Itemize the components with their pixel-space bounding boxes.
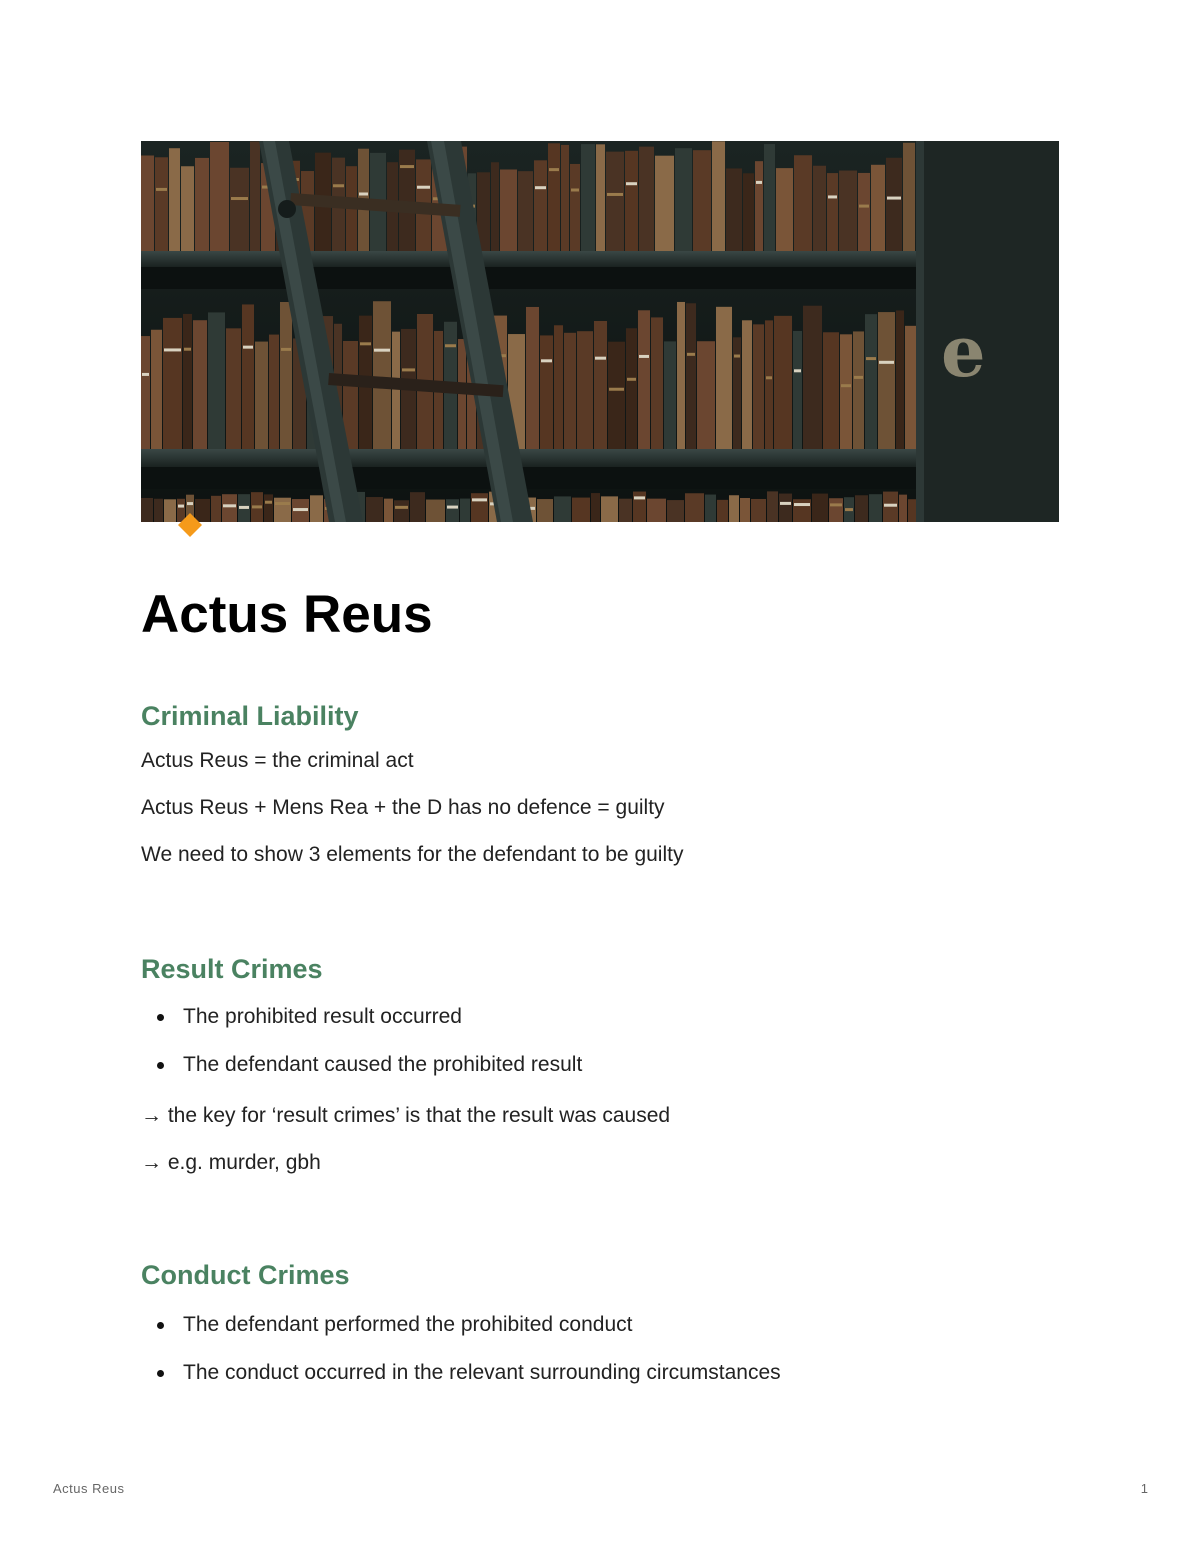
- cover-image: [141, 141, 1059, 522]
- book-label: [142, 373, 149, 376]
- bullet-icon: [157, 1322, 164, 1329]
- book-label: [854, 376, 863, 379]
- book-spine: [570, 164, 580, 251]
- book-spine: [594, 321, 607, 449]
- book-label: [447, 506, 458, 509]
- book-spine: [779, 494, 792, 522]
- book-spine: [869, 494, 882, 522]
- list-item-text: The prohibited result occurred: [183, 1005, 462, 1028]
- list-item-text: The defendant performed the prohibited conduct: [183, 1313, 633, 1336]
- book-label: [866, 357, 876, 360]
- book-spine: [619, 499, 632, 522]
- book-spine: [208, 312, 225, 449]
- book-label: [374, 349, 390, 352]
- book-spine: [392, 332, 400, 449]
- book-label: [223, 504, 236, 507]
- paragraph: We need to show 3 elements for the defendant to be guilty: [141, 843, 684, 866]
- book-label: [627, 378, 636, 381]
- book-spine: [280, 302, 292, 449]
- book-spine: [169, 148, 180, 251]
- book-label: [794, 369, 801, 372]
- book-spine: [446, 499, 459, 522]
- paragraph: Actus Reus + Mens Rea + the D has no defence = guilty: [141, 796, 665, 819]
- book-spine: [767, 491, 778, 522]
- book-spine: [141, 336, 150, 449]
- diamond-icon: [178, 513, 202, 537]
- book-label: [766, 376, 772, 379]
- book-spine: [740, 498, 750, 522]
- book-spine: [410, 492, 425, 522]
- book-spine: [151, 330, 162, 449]
- note-line: → e.g. murder, gbh: [141, 1151, 321, 1174]
- book-label: [639, 355, 649, 358]
- book-spine: [743, 173, 754, 251]
- book-label: [164, 348, 181, 351]
- book-spine: [394, 500, 409, 522]
- book-label: [794, 503, 810, 506]
- book-spine: [765, 320, 773, 449]
- book-spine: [755, 161, 763, 251]
- book-spine: [647, 499, 666, 522]
- book-spine: [686, 303, 696, 449]
- book-spine: [626, 328, 637, 449]
- book-label: [333, 184, 344, 187]
- book-spine: [491, 162, 499, 251]
- book-label: [445, 344, 456, 347]
- book-label: [535, 186, 546, 189]
- book-label: [734, 355, 740, 358]
- book-spine: [230, 168, 249, 251]
- book-spine: [274, 498, 291, 522]
- list-item: [141, 1311, 632, 1339]
- book-label: [359, 192, 368, 195]
- book-spine: [716, 307, 732, 449]
- book-label: [360, 342, 371, 345]
- bullet-icon: [157, 1370, 164, 1377]
- book-spine: [803, 306, 822, 449]
- book-spine: [373, 301, 391, 449]
- book-spine: [460, 499, 470, 522]
- book-spine: [222, 494, 237, 522]
- list-item-text: The defendant caused the prohibited result: [183, 1053, 583, 1076]
- book-label: [243, 346, 253, 349]
- book-spine: [141, 155, 154, 251]
- book-label: [252, 505, 262, 508]
- book-spine: [518, 171, 533, 251]
- list-item: [141, 1003, 462, 1031]
- book-spine: [577, 331, 593, 449]
- book-spine: [264, 494, 273, 522]
- book-spine: [712, 141, 725, 251]
- book-label: [156, 188, 167, 191]
- book-spine: [774, 316, 792, 449]
- book-spine: [823, 332, 839, 449]
- book-spine: [753, 324, 764, 449]
- book-spine: [693, 150, 711, 251]
- book-spine: [540, 335, 553, 449]
- book-spine: [675, 148, 692, 251]
- book-spine: [639, 147, 654, 251]
- book-spine: [813, 166, 826, 251]
- book-spine: [366, 497, 383, 522]
- book-label: [841, 384, 851, 387]
- heading-conduct-crimes: Conduct Crimes: [141, 1260, 350, 1290]
- book-spine: [733, 337, 741, 449]
- book-spine: [697, 341, 715, 449]
- heading-result-crimes: Result Crimes: [141, 954, 323, 984]
- book-spine: [886, 158, 902, 251]
- book-label: [541, 359, 552, 362]
- book-spine: [554, 325, 563, 449]
- book-label: [626, 182, 637, 185]
- list-item: [141, 1359, 781, 1387]
- book-label: [687, 353, 695, 356]
- book-spine: [742, 320, 752, 449]
- book-spine: [141, 498, 153, 522]
- book-label: [879, 361, 894, 364]
- book-label: [828, 195, 837, 198]
- book-spine: [638, 310, 650, 449]
- book-label: [845, 508, 853, 511]
- bullet-icon: [157, 1014, 164, 1021]
- book-spine: [827, 173, 838, 251]
- book-label: [178, 505, 184, 508]
- book-spine: [564, 333, 576, 449]
- book-label: [184, 348, 191, 351]
- book-spine: [776, 168, 793, 251]
- book-spine: [193, 320, 207, 449]
- book-label: [275, 502, 290, 505]
- book-label: [884, 504, 897, 507]
- book-spine: [793, 331, 802, 449]
- book-label: [571, 188, 579, 191]
- book-spine: [526, 307, 539, 449]
- book-spine: [310, 495, 323, 522]
- book-label: [395, 506, 408, 509]
- book-spine: [250, 141, 260, 251]
- book-label: [756, 181, 762, 184]
- book-label: [887, 197, 901, 200]
- book-spine: [655, 156, 674, 251]
- list-item: [141, 1051, 582, 1079]
- spine-letter: e: [941, 310, 986, 393]
- book-spine: [154, 499, 163, 522]
- book-spine: [899, 495, 907, 522]
- book-spine: [726, 168, 742, 251]
- footer-page-number: 1: [1140, 1481, 1148, 1496]
- book-label: [187, 502, 193, 505]
- paragraph: Actus Reus = the criminal act: [141, 749, 414, 772]
- book-spine: [581, 144, 595, 251]
- book-label: [859, 205, 869, 208]
- book-spine: [764, 144, 775, 251]
- book-spine: [226, 328, 241, 449]
- book-spine: [871, 165, 885, 251]
- book-spine: [685, 493, 704, 522]
- book-spine: [903, 143, 915, 251]
- book-spine: [633, 492, 646, 522]
- book-spine: [181, 166, 194, 251]
- book-spine: [155, 157, 168, 251]
- book-spine: [840, 334, 852, 449]
- book-spine: [548, 143, 560, 251]
- book-spine: [794, 155, 812, 251]
- book-label: [549, 168, 559, 171]
- book-spine: [163, 318, 182, 449]
- book-spine: [399, 150, 415, 251]
- book-spine: [677, 302, 685, 449]
- book-label: [265, 501, 272, 504]
- book-spine: [865, 314, 877, 449]
- book-spine: [667, 500, 684, 522]
- book-spine: [596, 144, 605, 251]
- book-label: [402, 368, 415, 371]
- book-spine: [651, 317, 663, 449]
- book-spine: [384, 499, 393, 522]
- book-label: [609, 388, 624, 391]
- book-label: [293, 508, 308, 511]
- book-spine: [858, 173, 870, 251]
- book-spine: [664, 341, 676, 449]
- book-spine: [751, 499, 766, 522]
- bullet-icon: [157, 1062, 164, 1069]
- book-spine: [426, 500, 445, 522]
- book-spine: [195, 158, 209, 251]
- book-spine: [471, 493, 488, 522]
- book-spine: [561, 145, 569, 251]
- book-label: [417, 186, 430, 189]
- book-spine: [883, 492, 898, 522]
- book-label: [472, 498, 487, 501]
- book-spine: [537, 499, 553, 522]
- book-spine: [729, 495, 739, 522]
- list-item-text: The conduct occurred in the relevant surrounding circumstances: [183, 1361, 781, 1384]
- book-spine: [606, 152, 624, 251]
- page-title: Actus Reus: [141, 585, 433, 644]
- book-spine: [855, 495, 868, 522]
- book-label: [239, 506, 249, 509]
- book-spine: [210, 142, 229, 251]
- book-spine: [242, 304, 254, 449]
- book-spine: [164, 499, 176, 522]
- book-label: [595, 357, 606, 360]
- book-spine: [793, 499, 811, 522]
- book-label: [231, 197, 248, 200]
- book-label: [830, 503, 842, 506]
- book-spine: [534, 160, 547, 251]
- note-line: → the key for ‘result crimes’ is that the result was caused: [141, 1104, 671, 1127]
- book-spine: [839, 171, 857, 251]
- book-spine: [853, 331, 864, 449]
- footer-doc-name: Actus Reus: [53, 1481, 125, 1496]
- book-label: [634, 496, 645, 499]
- book-spine: [625, 151, 638, 251]
- book-spine: [601, 496, 618, 522]
- book-label: [607, 193, 623, 196]
- book-spine: [705, 495, 716, 522]
- book-spine: [812, 494, 828, 522]
- book-spine: [255, 342, 268, 449]
- book-spine: [591, 493, 600, 522]
- book-label: [400, 165, 414, 168]
- book-label: [780, 502, 791, 505]
- book-spine: [211, 496, 221, 522]
- heading-criminal-liability: Criminal Liability: [141, 701, 359, 731]
- book-spine: [717, 500, 728, 522]
- book-spine: [554, 496, 571, 522]
- book-spine: [183, 314, 192, 449]
- book-spine: [269, 335, 279, 449]
- book-spine: [608, 342, 625, 449]
- book-spine: [572, 498, 590, 522]
- book-spine: [500, 169, 517, 251]
- book-label: [281, 348, 291, 351]
- book-spine: [896, 310, 904, 449]
- book-spine: [829, 498, 843, 522]
- bookshelf-illustration: [141, 141, 1059, 522]
- book-spine: [878, 312, 895, 449]
